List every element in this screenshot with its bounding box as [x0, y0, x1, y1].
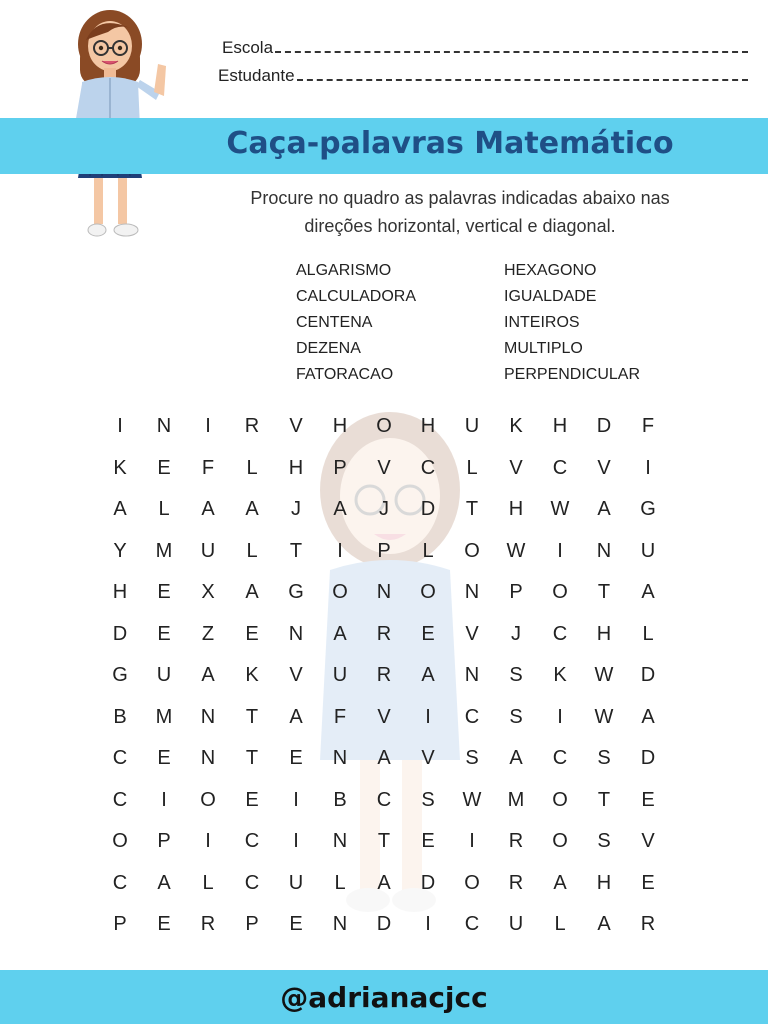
grid-cell[interactable]: I [293, 788, 299, 811]
grid-cell[interactable]: K [553, 664, 567, 687]
grid-cell[interactable]: K [509, 415, 523, 438]
grid-cell[interactable]: V [377, 456, 391, 479]
grid-cell[interactable]: R [200, 913, 216, 936]
grid-cell[interactable]: V [641, 830, 655, 853]
grid-cell[interactable]: E [157, 456, 171, 479]
grid-cell[interactable]: D [640, 747, 656, 770]
grid-cell[interactable]: C [244, 830, 260, 853]
grid-cell[interactable]: I [557, 705, 563, 728]
word-item: DEZENA [296, 340, 361, 357]
grid-cell[interactable]: I [425, 705, 431, 728]
grid-cell[interactable]: E [157, 913, 171, 936]
grid-cell[interactable]: F [641, 415, 655, 438]
grid-cell[interactable]: N [200, 705, 216, 728]
grid-cell[interactable]: O [200, 788, 216, 811]
grid-cell[interactable]: M [155, 539, 173, 562]
word-item: PERPENDICULAR [504, 366, 641, 383]
grid-cell[interactable]: I [205, 830, 211, 853]
grid-cell[interactable]: G [288, 581, 304, 604]
grid-cell[interactable]: B [333, 788, 347, 811]
grid-cell[interactable]: C [464, 913, 480, 936]
grid-cell[interactable]: F [201, 456, 215, 479]
grid-cell[interactable]: S [421, 788, 435, 811]
grid-cell[interactable]: J [291, 498, 301, 521]
grid-cell[interactable]: O [420, 581, 436, 604]
grid-cell[interactable]: T [597, 581, 611, 604]
grid-cell[interactable]: O [464, 539, 480, 562]
grid-cell[interactable]: A [333, 498, 347, 521]
grid-cell[interactable]: A [421, 664, 435, 687]
grid-cell[interactable]: D [420, 498, 436, 521]
grid-cell[interactable]: E [157, 747, 171, 770]
grid-cell[interactable]: D [640, 664, 656, 687]
grid-cell[interactable]: I [205, 415, 211, 438]
grid-cell[interactable]: A [597, 913, 611, 936]
student-underline [297, 65, 748, 81]
grid-cell[interactable]: U [288, 871, 304, 894]
grid-cell[interactable]: V [597, 456, 611, 479]
word-item: INTEIROS [504, 314, 580, 331]
grid-cell[interactable]: I [557, 539, 563, 562]
grid-cell[interactable]: J [379, 498, 389, 521]
grid-cell[interactable]: A [289, 705, 303, 728]
grid-cell[interactable]: A [553, 871, 567, 894]
grid-cell[interactable]: C [552, 747, 568, 770]
grid-cell[interactable]: O [552, 581, 568, 604]
school-underline [275, 37, 748, 53]
grid-cell[interactable]: C [552, 622, 568, 645]
grid-cell[interactable]: H [552, 415, 568, 438]
grid-cell[interactable]: V [421, 747, 435, 770]
grid-cell[interactable]: L [642, 622, 654, 645]
grid-cell[interactable]: O [552, 830, 568, 853]
word-item: HEXAGONO [504, 262, 597, 279]
grid-cell[interactable]: A [157, 871, 171, 894]
grid-cell[interactable]: N [156, 415, 172, 438]
grid-cell[interactable]: U [464, 415, 480, 438]
grid-cell[interactable]: L [554, 913, 566, 936]
grid-cell[interactable]: L [202, 871, 214, 894]
grid-cell[interactable]: H [596, 622, 612, 645]
grid-cell[interactable]: N [288, 622, 304, 645]
grid-cell[interactable]: M [155, 705, 173, 728]
grid-cell[interactable]: D [112, 622, 128, 645]
grid-cell[interactable]: J [511, 622, 521, 645]
grid-cell[interactable]: E [245, 622, 259, 645]
student-field[interactable] [218, 62, 748, 90]
grid-cell[interactable]: L [334, 871, 346, 894]
grid-cell[interactable]: T [289, 539, 303, 562]
grid-cell[interactable]: G [112, 664, 128, 687]
grid-cell[interactable]: X [201, 581, 215, 604]
word-list [296, 258, 716, 388]
grid-cell[interactable]: A [201, 498, 215, 521]
grid-cell[interactable]: V [377, 705, 391, 728]
grid-cell[interactable]: O [112, 830, 128, 853]
grid-cell[interactable]: T [245, 747, 259, 770]
grid-cell[interactable]: E [157, 581, 171, 604]
grid-cell[interactable]: P [245, 913, 259, 936]
grid-cell[interactable]: I [469, 830, 475, 853]
instructions-line-1: Procure no quadro as palavras indicadas abaixo nas [250, 188, 670, 208]
grid-cell[interactable]: R [376, 622, 392, 645]
grid-cell[interactable]: O [552, 788, 568, 811]
grid-cell[interactable]: L [422, 539, 434, 562]
grid-cell[interactable]: I [293, 830, 299, 853]
word-item: CENTENA [296, 314, 373, 331]
grid-cell[interactable]: V [289, 415, 303, 438]
grid-cell[interactable]: I [425, 913, 431, 936]
grid-cell[interactable]: D [596, 415, 612, 438]
grid-cell[interactable]: O [376, 415, 392, 438]
grid-cell[interactable]: O [464, 871, 480, 894]
grid-cell[interactable]: V [289, 664, 303, 687]
grid-cell[interactable]: T [465, 498, 479, 521]
grid-cell[interactable]: S [509, 705, 523, 728]
grid-cell[interactable]: N [376, 581, 392, 604]
grid-cell[interactable]: P [509, 581, 523, 604]
grid-cell[interactable]: H [420, 415, 436, 438]
grid-cell[interactable]: C [112, 788, 128, 811]
grid-cell[interactable]: E [641, 871, 655, 894]
grid-cell[interactable]: M [507, 788, 525, 811]
grid-cell[interactable]: E [289, 913, 303, 936]
grid-cell[interactable]: N [464, 664, 480, 687]
grid-cell[interactable]: W [550, 498, 570, 521]
header-fields [218, 34, 748, 90]
grid-cell[interactable]: A [641, 705, 655, 728]
grid-cell[interactable]: I [161, 788, 167, 811]
grid-cell[interactable]: V [465, 622, 479, 645]
letter-grid [98, 406, 670, 946]
grid-cell[interactable]: Y [113, 539, 127, 562]
grid-cell[interactable]: A [377, 871, 391, 894]
grid-cell[interactable]: H [508, 498, 524, 521]
grid-cell[interactable]: W [594, 705, 614, 728]
grid-cell[interactable]: S [509, 664, 523, 687]
grid-cell[interactable]: V [509, 456, 523, 479]
grid-cell[interactable]: H [112, 581, 128, 604]
grid-cell[interactable]: C [552, 456, 568, 479]
grid-cell[interactable]: I [337, 539, 343, 562]
grid-cell[interactable]: I [117, 415, 123, 438]
word-item: ALGARISMO [296, 262, 392, 279]
grid-cell[interactable]: G [640, 498, 656, 521]
word-item: IGUALDADE [504, 288, 597, 305]
grid-cell[interactable]: H [332, 415, 348, 438]
grid-cell[interactable]: P [333, 456, 347, 479]
grid-cell[interactable]: R [244, 415, 260, 438]
grid-cell[interactable]: B [113, 705, 127, 728]
grid-cell[interactable]: U [332, 664, 348, 687]
grid-cell[interactable]: L [466, 456, 478, 479]
grid-cell[interactable]: D [420, 871, 436, 894]
grid-cell[interactable]: H [288, 456, 304, 479]
grid-cell[interactable]: N [200, 747, 216, 770]
grid-cell[interactable]: A [201, 664, 215, 687]
grid-cell[interactable]: C [420, 456, 436, 479]
instructions [200, 184, 720, 240]
grid-cell[interactable]: E [245, 788, 259, 811]
grid-cell[interactable]: C [376, 788, 392, 811]
grid-cell[interactable]: C [464, 705, 480, 728]
grid-cell[interactable]: E [421, 622, 435, 645]
word-item: FATORACAO [296, 366, 394, 383]
grid-cell[interactable]: H [596, 871, 612, 894]
grid-cell[interactable]: K [113, 456, 127, 479]
grid-cell[interactable]: D [376, 913, 392, 936]
footer-handle: @adrianacjcc [280, 981, 488, 1014]
word-item: CALCULADORA [296, 288, 417, 305]
grid-cell[interactable]: U [640, 539, 656, 562]
grid-cell[interactable]: W [506, 539, 526, 562]
grid-cell[interactable]: C [244, 871, 260, 894]
grid-cell[interactable]: U [508, 913, 524, 936]
grid-cell[interactable]: R [508, 871, 524, 894]
grid-cell[interactable]: A [245, 581, 259, 604]
grid-cell[interactable]: O [332, 581, 348, 604]
instructions-line-2: direções horizontal, vertical e diagonal. [304, 216, 616, 236]
student-label: Estudante [218, 66, 295, 85]
grid-cell[interactable]: P [377, 539, 391, 562]
grid-cell[interactable]: U [156, 664, 172, 687]
grid-cell[interactable]: Z [201, 622, 215, 645]
grid-cell[interactable]: T [245, 705, 259, 728]
grid-cell[interactable]: A [113, 498, 127, 521]
grid-cell[interactable]: A [245, 498, 259, 521]
grid-cell[interactable]: A [509, 747, 523, 770]
grid-cell[interactable]: S [597, 747, 611, 770]
grid-cell[interactable]: I [645, 456, 651, 479]
grid-cell[interactable]: A [597, 498, 611, 521]
school-field[interactable] [218, 34, 748, 62]
grid-cell[interactable]: W [594, 664, 614, 687]
grid-cell[interactable]: P [157, 830, 171, 853]
grid-cell[interactable]: W [462, 788, 482, 811]
grid-cell[interactable]: E [289, 747, 303, 770]
grid-cell[interactable]: A [377, 747, 391, 770]
grid-cell[interactable]: E [641, 788, 655, 811]
grid-cell[interactable]: L [158, 498, 170, 521]
grid-cell[interactable]: A [333, 622, 347, 645]
grid-cell[interactable]: U [200, 539, 216, 562]
grid-cell[interactable]: A [641, 581, 655, 604]
page-title: Caça-palavras Matemático [226, 126, 674, 161]
grid-cell[interactable]: R [376, 664, 392, 687]
grid-cell[interactable]: E [157, 622, 171, 645]
grid-cell[interactable]: N [332, 830, 348, 853]
grid-cell[interactable]: C [112, 871, 128, 894]
grid-cell[interactable]: E [421, 830, 435, 853]
grid-cell[interactable]: L [246, 539, 258, 562]
grid-cell[interactable]: R [640, 913, 656, 936]
grid-cell[interactable]: T [377, 830, 391, 853]
grid-cell[interactable]: P [113, 913, 127, 936]
word-item: MULTIPLO [504, 340, 583, 357]
grid-cell[interactable]: L [246, 456, 258, 479]
grid-cell[interactable]: S [597, 830, 611, 853]
grid-cell[interactable]: R [508, 830, 524, 853]
grid-cell[interactable]: S [465, 747, 479, 770]
grid-cell[interactable]: N [332, 913, 348, 936]
grid-cell[interactable]: N [596, 539, 612, 562]
school-label: Escola [222, 38, 274, 57]
grid-cell[interactable]: K [245, 664, 259, 687]
grid-cell[interactable]: T [597, 788, 611, 811]
grid-cell[interactable]: N [332, 747, 348, 770]
grid-cell[interactable]: N [464, 581, 480, 604]
grid-cell[interactable]: F [333, 705, 347, 728]
grid-cell[interactable]: C [112, 747, 128, 770]
